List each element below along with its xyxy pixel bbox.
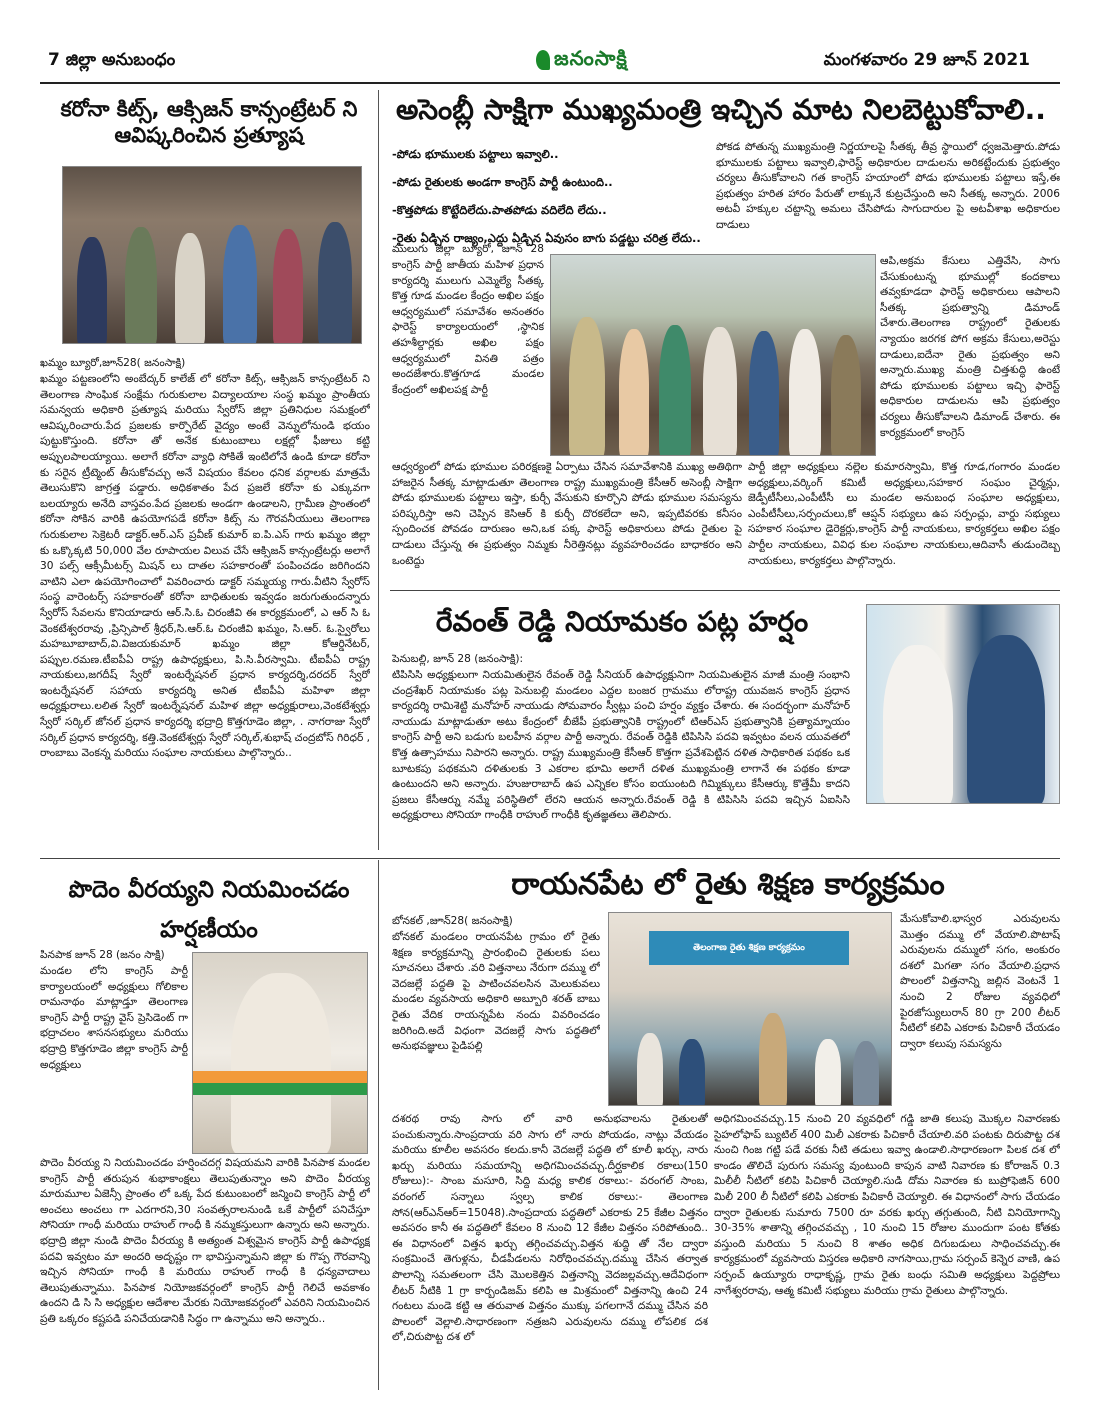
column-divider [378,90,379,850]
rayanapeta-body-right-top: మేసుకోవాలి.భాస్వర ఎరువులను మొత్తం దమ్ము లో వేయాలి.పొటాష్ ఎరువులను దమ్ములో సగం, అంకురం దశలో మిగతా సగం వేయాలి.ప్రధాన పొలంలో విత్తనాన్ని జల్లిన వెంటనే 1 నుంచి 2 రోజుల వ్యవధిలో పైరజోస్యులురాన్ 80 గ్రా 200 లీటర్ నీటిలో కలిపి ఎకరాకు పిచికారీ చేయడం ద్వారా కలుపు సమస్యను [900,913,1060,1050]
bullet-item: -పోడు రైతులకు అండగా కాంగ్రెస్ పార్టీ ఉంటుంది.. [392,175,613,189]
assembly-bullets [392,140,712,252]
podem-body-top: మండల లోని కాంగ్రెస్ పార్టీ కార్యాలయంలో అధ్యక్షులు గోలికాల రామనాథం మాట్లాడ్తూ తెలంగాణ కాంగ్రెస్ పార్టీ రాష్ట్ర వైస్ ప్రెసిడెంట్ గా భద్రాచలం శాసనసభ్యులు మరియు భద్రాద్రి కొత్తగూడెం జిల్లా కాంగ్రెస్ పార్టీ అధ్యక్షులు [40,965,188,1071]
rayanapeta-body-wide: దశరథ రావు సాగు లో వారి అనుభవాలను రైతులతో పంచుకున్నారు.సాంప్రదాయ వరి సాగు లో నారు పోయడం, నాట్లు వేయడం మరియు కూలీల అవసరం కలదు.కానీ వెదజల్లే పద్ధతి లో కూలీ ఖర్చు, నారు ఖర్చు మరియు సమయాన్ని అధిగమించవచ్చు.దీర్ఘకాలిక రకాలు(150 రోజులు):- సాంబ మసూరి, సిద్ది మధ్య కాలిక రకాలు:- వరంగల్ సాంబ, వరంగల్ సన్నాలు స్వల్ప కాలిక రకాలు:- తెలంగాణ సోన(ఆర్ఎన్ఆర్=15048).సాంప్రదాయ పద్ధతిలో ఎకరాకు 25 కేజీల విత్తనం అవసరం కానీ ఈ పద్ధతిలో కేవలం 8 నుంచి 12 కేజీల విత్తనం సరిపోతుంది.. ఈ విధానంలో విత్తన ఖర్చు తగ్గించవచ్చు.విత్తన శుద్ధి తో నేల ద్వారా సంక్రమించే తెగుళ్లను, చీడపీడలను నిరోధించవచ్చు.దమ్ము చేసిన తర్వాత పొలాన్ని సమతలంగా చేసి మొలకెత్తిన విత్తనాన్ని వెదజల్లవచ్చు.ఆదేవిధంగా లీటర్ నీటికి 1 గ్రా కార్బండిజమ్ కలిపి ఆ మిశ్రమంలో విత్తనాన్ని ఉంచి 24 గంటలు మండె కట్టి ఆ తరువాత విత్తనం ముక్కు పగలగానే దమ్ము చేసిన వరి పొలంలో వెల్లాలి.సాధారణంగా నత్రజని ఎరువులను దమ్ము లోపలిక దశ లో,చిరుపొట్ట దశ లో [392,1113,708,1344]
newspaper-logo [536,46,628,75]
podem-dateline: పినపాక జూన్ 28 (జనం సాక్షి) [40,949,165,961]
assembly-body-left: కాంగ్రెస్ పార్టీ జాతీయ మహిళ ప్రధాన కార్యదర్శి ములుగు ఎమ్మెల్యే సీతక్క కొత్త గూడ మండల కేంద్రం అఖిల పక్షం ఆధ్వర్యములో సమావేశం అనంతరం ఫారెస్ట్ కార్యాలయంలో ,స్థానిక తహశీల్దార్లకు అఖిల పక్షం ఆధ్వర్యములో వినతి పత్రం అందజేశారు.కొత్తగూడ మండల కేంద్రంలో అఖిలపక్ష పార్టీ [392,259,544,396]
podem-veeraiah-photo [192,952,368,1154]
logo-text: జనంసాక్షి [554,46,628,70]
revanth-body: టిపిసిసి అధ్యక్షులుగా నియమితులైన రేవంత్ రెడ్డి సీనియర్ ఉపాధ్యక్షునిగా నియమితులైన మాజీ మంత్రి సంభాని చంద్రశేఖర్ నియామకం పట్ల పెనుబల్లి మండలం ఎద్దల బంజర గ్రామము లోరాష్ట్ర యువజన కాంగ్రెస్ ప్రధాన కార్యదర్శి రామిశెట్టి మనోహర్ నాయుడు సోమవారం స్వీట్లు పంచి హర్షం వ్యక్తం చేశారు. ఈ సందర్భంగా మనోహర్ నాయుడు మాట్లాడుతూ అటు కేంద్రంలో బీజేపీ ప్రభుత్వానికి రాష్ట్రంలో టిఆర్ఎస్ ప్రభుత్వానికి ప్రత్యామ్నాయం కాంగ్రెస్ పార్టీ అని బడుగు బలహీన వర్గాల పార్టీ అన్నారు. రేవంత్ రెడ్డికి టిపిసిసి పదవి ఇవ్వటం వలన యువతలో కొత్త ఉత్సాహము నిపారని అన్నారు. రాష్ట్ర ముఖ్యమంత్రి కేసీఆర్ కొత్తగా ప్రవేశపెట్టిన దళిత సాధికారిత పథకం ఒక బూటకపు పథకమని దళితులకు 3 ఎకరాల భూమి అలాగే దళిత ముఖ్యమంత్రి లాగానే ఈ పథకం కూడా ఉంటుందని అని అన్నారు. హుజురాబాద్ ఉప ఎన్నికల కోసం ఐయుంటది గిమ్మిక్కులు కేసీఆర్కు కొత్తేమీ కాదని ప్రజలు కేసీఆర్ను నమ్మే పరిస్థితిలో లేరని ఆయన అన్నారు.రేవంత్ రెడ్డి కి టిపిసిసి పదవి ఇచ్చిన ఏఐసిసి అధ్యక్షురాలు సోనియా గాంధీకి రాహుల్ గాంధీకి కృతజ్ఞతలు తెలిపారు. [392,669,850,822]
rayanapeta-body-right-bottom: అధిగమించవచ్చు.15 నుంచి 20 వ్యవధిలో గడ్డి జాతి కలుపు మొక్కల నివారణకు సైహలోఫాప్ బ్యుటిల్ 400 మిలీ ఎకరాకు పిచికారీ చేయాలి.వరి పంటకు దిరుపొట్ట దశ నుంచి గింజ గట్టి పడే వరకు నీటి తడులు ఇవ్వా ఉండాలి.సాధారణంగా పిలక దశ లో కాండం తొలిచే పురుగు సమస్య వుంటుంది కాపున వాటి నివారణ కు కోరాజన్ 0.3 మిలీలీ నీటిలో కలిపి పిచికారీ చెయ్యాలి.సుడి దోమ నివారణ కు బుప్రోఫెజిన్ 600 మిలీ 200 లీ నీటిలో కలిపి ఎకరాకు పిచికారీ చెయ్యాలి. ఈ విధానంలో సాగు చేయడం ద్వారా రైతులకు సుమారు 7500 రూ వరకు ఖర్చు తగ్గుతుంది, నీటి వినియోగాన్ని 30-35% శాతాన్ని తగ్గించవచ్చు , 10 నుంచి 15 రోజుల ముందుగా పంట కోతకు వస్తుంది మరియు 5 నుంచి 8 శాతం అధిక దిగుబడులు సాధించవచ్చు.ఈ కార్యక్రమంలో వ్యవసాయ విస్తరణ అధికారి నాగసాయి,గ్రామ సర్పంచ్ కెన్నెర వాణి, ఉప సర్పంచ్ ఉయ్యూరు రాధాకృష్ణ, గ్రామ రైతు బంధు సమితి అధ్యక్షులు పెద్దప్రోలు నాగేశ్వరరావు, ఆత్మ కమిటీ సభ్యులు మరియు గ్రామ రైతులు పాల్గొన్నారు. [714,1113,1060,1297]
rally-photo [550,254,876,456]
bullet-item: -రైతు ఏడ్చిన రాజ్యం,ఎద్దు ఏడ్చిన ఏవుసం బాగు పడ్డట్టు చరిత్ర లేదు.. [392,231,701,245]
revanth-dateline: పెనుబల్లి, జూన్ 28 (జనంసాక్షి): [392,653,524,665]
bullet-item: -పోడు భూములకు పట్టాలు ఇవ్వాలి.. [392,147,559,161]
section-divider [40,858,1060,859]
assembly-body-bottom: ఆధ్వర్యంలో పోడు భూముల పరిరక్షణకై ఏర్పాటు చేసిన సమావేశానికి ముఖ్య అతిథిగా హాజరైన సీతక్క మాట్లాడుతూ తెలంగాణ రాష్ట్ర ముఖ్యమంత్రి కేసీఆర్ అసెంబ్లీ సాక్షిగా పోడు భూములకు పట్టాలు ఇస్తా, కుర్చీ వేసుకుని కూర్చొని పోడు భూముల సమస్యను పరిష్కరిస్తా అని చెప్పిన కెసిఆర్ కి కుర్చీ దొరకలేదా అని, ఇప్పటివరకు కనీసం స్పందించక పోవడం దారుణం అని,ఒక పక్క ఫారెస్ట్ అధికారులు పోడు రైతుల పై దాడులు చేస్తున్న ఈ ప్రభుత్వం నిమ్మకు నీరెత్తినట్లు వ్యవహరించడం బాధాకరం అని ఒంటెద్దు [392,461,742,567]
bullet-item: -కొత్తపోడు కొట్టేదిలేదు.పాతపోడు వదిలేది లేదు.. [392,203,607,217]
assembly-body-right-mid: ఆపి,అక్రమ కేసులు ఎత్తివేసి, సాగు చేసుకుంటున్న భూముల్లో కందకాలు తవ్వకూడదా ఫారెస్ట్ అధికారులు ఆపాలని సీతక్క ప్రభుత్వాన్ని డిమాండ్ చేశారు.తెలంగాణ రాష్ట్రంలో రైతులకు న్యాయం జరగక పోగ అక్రమ కేసులు,అరెస్టు దాడులు,ఐదేనా రైతు ప్రభుత్వం అని అన్నారు.ముఖ్య మంత్రి చిత్తశుద్ధి ఉంటే పోడు భూములకు పట్టాలు ఇచ్చి ఫారెస్ట్ అధికారుల దాడులను ఆపి ప్రభుత్వం చర్యలు తీసుకోవాలని డిమాండ్ చేశారు. ఈ కార్యక్రమంలో కాంగ్రెస్ [880,255,1060,439]
revanth-headline: రేవంత్ రెడ్డి నియామకం పట్ల హర్షం [435,605,809,638]
revanth-photo [866,604,1060,804]
podem-body-bottom: పొదెం వీరయ్య ని నియమించడం హర్షించదగ్గ విషయమని వారికి పినపాక మండల కాంగ్రెస్ పార్టీ తరుపున శుభాకాంక్షలు తెలుపుతున్నాం అని పొదెం వీరయ్య మారుమూల ఏజెన్సీ ప్రాంతం లో ఒక్క పేద కుటుంబంలో జన్మించి కాంగ్రెస్ పార్టీ లో అంచలు అంచలు గా ఎదగారని,30 సంవత్సరాలనుండి ఒకే పార్టీలో పనిచేస్తూ సోనియా గాంధీ మరియు రాహుల్ గాంధీ కి నమ్మకస్తులుగా ఉన్నారు అని అన్నారు. భద్రాద్రి జిల్లా నుండి పొదెం వీరయ్య కి అత్యంత విశ్వమైన కాంగ్రెస్ పార్టీ ఉపాధ్యక్ష పదవి ఇవ్వటం మా అందరి అదృష్టం గా భావిస్తున్నామని జిల్లా కు గొప్ప గౌరవాన్ని ఇచ్చిన సోనియా గాంధీ కి మరియు రాహుల్ గాంధీ కి ధన్యవాదాలు తెలుపుతున్నాము. పినపాక నియోజకవర్గంలో కాంగ్రెస్ పార్టీ గెలిచే అవకాశం ఉందని డి సి సి అధ్యక్షుల ఆదేశాల మేరకు నియోజకవర్గంలో ఎవరిని నియమించిన ప్రతి ఒక్కరం కష్టపడి పనిచేయడానికి సిద్ధం గా ఉన్నాము అని అన్నారు.. [40,1157,370,1325]
assembly-dateline: ములుగు జిల్లా బ్యూరో, జూన్ 28 [392,243,544,255]
assembly-body-right-bottom: పార్టీ జిల్లా అధ్యక్షులు నల్లెల కుమారస్వామి, కొత్త గూడ,గంగారం మండల అధ్యక్షులు,వర్కింగ్ కమిటీ అధ్యక్షులు,సహకార సంఘం చైర్మన్లు, జెడ్పీటీసీలు,ఎంపీటీసీ లు మండల అనుబంధ సంఘాల అధ్యక్షులు, ఎంపీటీసీలు,సర్పంచులు,కో ఆప్షన్ సభ్యులు ఉప సర్పంచ్లు, వార్డు సభ్యులు సహకార సంఘాల డైరెక్టర్లు,కాంగ్రెస్ పార్టీ నాయకులు, కార్యకర్తలు అఖిల పక్షం పార్టీల నాయకులు, వివిధ కుల సంఘాల నాయకులు,ఆదివాసీ తుడుందెబ్బ నాయకులు, కార్యకర్తలు పాల్గొన్నారు. [748,461,1060,567]
page-section-label: 7 జిల్లా అనుబంధం [48,50,176,70]
covid-kits-photo [62,166,362,344]
assembly-body-right-top: పోకడ పోతున్న ముఖ్యమంత్రి నిర్ణయాలపై సీతక్క తీవ్ర స్థాయిలో ధ్వజమెత్తారు.పోడు భూములకు పట్టాలు ఇవ్వాలి,ఫారెస్ట్ అధికారుల దాడులను అరికట్టేందుకు ప్రభుత్వం చర్యలు తీసుకోవాలని గత కాంగ్రెస్ హయాంలో పోడు భూములకు పట్టాలు ఇస్తే,ఈ ప్రభుత్వం హరిత హారం పేరుతో లాక్కునే కుట్రచేస్తుంది అని సీతక్క అన్నారు. 2006 అటవీ హక్కుల చట్టాన్ని అమలు చేసిపోడు సాగుదారుల పై అటవీశాఖ అధికారుల దాడులు [716,141,1060,231]
rayanapeta-dateline: బోనకల్ ,జూన్28( జనంసాక్షి) [392,915,513,927]
covid-dateline: ఖమ్మం బ్యూరో,జూన్28( జనంసాక్షి) [40,357,186,369]
farmer-training-photo [608,912,892,1106]
leaf-icon [536,50,550,70]
masthead [40,46,1060,84]
issue-date: మంగళవారం 29 జూన్ 2021 [823,50,1030,70]
covid-body: ఖమ్మం పట్టణంలోని అంబేద్కర్ కాలేజ్ లో కరోనా కిట్స్, ఆక్సిజన్ కాన్సంట్రేటర్ ని తెలంగాణ సాంఘిక సంక్షేమ గురుకులాల విద్యాలయాల సంస్థ ఖమ్మం ప్రాంతీయ సమన్వయ అధికారి ప్రత్యూష మరియు స్వేరోస్ జిల్లా ప్రతినిధుల సమక్షంలో ఆవిష్కరించారు.పేద ప్రజలకు కార్పొరేట్ వైద్యం అంటే వెన్నులోనుండి భయం పుట్టుకొస్తుంది. కరోనా తో అనేక కుటుంబాలు లక్షల్లో ఫీజులు కట్టి అప్పులపాలయ్యాయి. అలాగే కరోనా వ్యాధి సోకితే ఇంటిలోనే ఉండి కూడా కరోనా కు సరైన ట్రీట్మెంట్ తీసుకోవచ్చు అనే విషయం కేవలం ధనిక వర్గాలకు మాత్రమే తెలుసుకొని జాగ్రత్త పడ్డారు. అధికశాతం పేద ప్రజలే కరోనా కు ఎక్కువగా బలయ్యారు అనేది వాస్తవం.పేద ప్రజలకు అండగా ఉండాలని, గ్రామీణ ప్రాంతంలో కరోనా సోకిన వారికి ఉపయోగపడే కరోనా కిట్స్ ను గౌరవనీయులు తెలంగాణ గురుకులాల సెక్రెటరీ డాక్టర్.ఆర్.ఎస్ ప్రవీణ్ కుమార్ ఐ.పి.ఎస్ గారు ఖమ్మం జిల్లా కు ఒక్కొక్కటి 50,000 వేల రూపాయల విలువ చేసే ఆక్సిజన్ కాన్సంట్రేటర్లు అలాగే 30 పల్స్ ఆక్సీమీటర్స్ మిషన్ లు దాతల సహకారంతో పంపించడం జరిగిందని వాటిని ఎలా ఉపయోగించాలో వివరించారు డాక్టర్ సమ్మయ్య గారు.వీటిని స్వేరోస్ సంస్థ వారెంటర్స్ సహకారంతో కరోనా బాధితులకు ఇవ్వడం జరుగుతుందన్నారు స్వేరోస్ సేవలను కొనియాడారు ఆర్.సి.ఓ చిరంజీవి ఈ కార్యక్రమంలో, ఎ ఆర్ సి ఓ వెంకటేశ్వరరావు ,ప్రిన్సిపాల్ శ్రీధర్,సి.ఆర్.ఓ చిరంజీవి ఖమ్మం, సి.ఆర్. ఓ.స్వైరోలు మహబూబాబాద్,వి.విజయకుమార్ ఖమ్మం జిల్లా కోఆర్డినేటర్, పప్పుల.రమణ.టీఐపీఏ రాష్ట్ర ఉపాధ్యక్షులు, పి.సి.వీరస్వామి. టీఐపీఏ రాష్ట్ర నాయకులు,జగదీష్ స్వేరో ఇంటర్నేషనల్ ప్రధాన కార్యదర్శి,దరదర్ స్వేరో ఇంటర్నేషనల్ సహాయ కార్యదర్శి అనిత టీఐపీఏ మహిళా జిల్లా అధ్యక్షురాలు.లలిత స్వేరో ఇంటర్నేషనల్ మహిళ జిల్లా అధ్యక్షురాలు,వెంకటేశ్వర్లు స్వేరో సర్కిల్ జోనల్ ప్రధాన కార్యదర్శి భద్రాద్రి కొత్తగూడెం జిల్లా, . నాగరాజు స్వేరో సర్కిల్ ప్రధాన కార్యదర్శి, కత్తి.వెంకటేశ్వర్లు స్వేరో సర్కిల్,శుభాష్ చంద్రబోస్ గిరిధర్ , రాంబాబు వెంకన్న మరియు సంఘాల నాయకులు పాల్గొన్నారు.. [40,373,370,760]
rayanapeta-headline: రాయనపేట లో రైతు శిక్షణ కార్యక్రమం [511,867,945,902]
rayanapeta-body-left: బోనకల్ మండలం రాయనపేట గ్రామం లో రైతు శిక్షణ కార్యక్రమాన్ని ప్రారంభించి రైతులకు పలు సూచనలు చేశారు .వరి విత్తనాలు నేరుగా దమ్ము లో వెదజల్లే పద్ధతి పై పాటించవలసిన మెలుకువలు మండల వ్యవసాయ అధికారి అబ్బూరి శరత్ బాబు రైతు వేదిక రాయన్నపేట నందు వివరించడం జరిగింది.అదే విధంగా వెదజల్లే సాగు పద్ధతిలో అనుభవజ్ఞులు పైడిపల్లి [392,931,600,1053]
podem-headline: పొదెం వీరయ్యని నియమించడం హర్షణీయం [68,877,350,943]
column-divider [378,860,379,1390]
covid-headline: కరోనా కిట్స్, ఆక్సిజన్ కాన్సంట్రేటర్ ని ఆవిష్కరించిన ప్రత్యూష [60,97,358,148]
assembly-headline: అసెంబ్లీ సాక్షిగా ముఖ్యమంత్రి ఇచ్చిన మాట నిలబెట్టుకోవాలి.. [396,93,1046,126]
training-banner: తెలంగాణ రైతు శిక్షణ కార్యక్రమం [649,931,849,965]
section-divider [390,590,1060,591]
